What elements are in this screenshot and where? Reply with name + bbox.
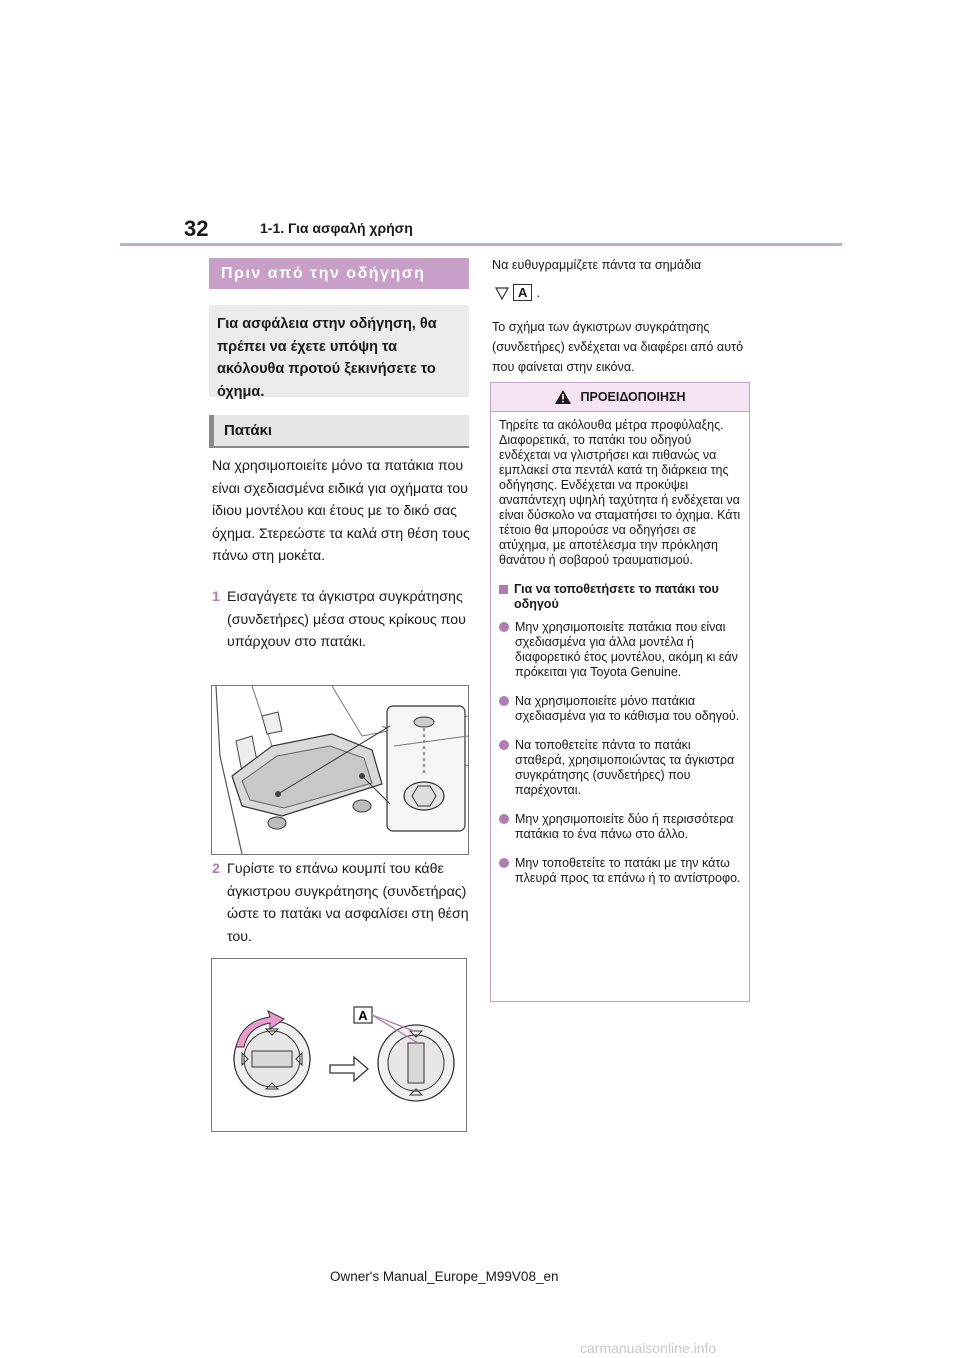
hook-rotation-illustration bbox=[211, 958, 467, 1132]
warning-intro: Τηρείτε τα ακόλουθα μέτρα προφύλαξης. Διαφορετικά, το πατάκι του οδηγού ενδέχεται να γλιστρήσει και πιθανώς να εμπλακεί στα πεντάλ κατά τη διάρκεια της οδήγησης. Ενδέχεται να προκύψει αναπάντεχη υψηλή ταχύτητα ή ενδέχεται να είναι δύσκολο να σταματήσει το όχημα. Κάτι τέτοιο θα μπορούσε να οδηγήσει σε ατύχημα, με αποτέλεσμα την πρόκληση θανάτου ή σοβαρού τραυματισμού. bbox=[499, 418, 741, 567]
warning-bullet bbox=[499, 856, 741, 886]
figure-label-a: A bbox=[358, 1008, 368, 1023]
section-title: 1-1. Για ασφαλή χρήση bbox=[260, 220, 413, 236]
footer-text: Owner's Manual_Europe_M99V08_en bbox=[330, 1269, 559, 1284]
warning-bullet bbox=[499, 620, 741, 680]
warning-header bbox=[491, 383, 749, 412]
step-number: 1 bbox=[212, 589, 220, 605]
bullet-text: Μην χρησιμοποιείτε δύο ή περισσότερα πατάκια το ένα πάνω στο άλλο. bbox=[515, 812, 734, 841]
align-period: . bbox=[536, 285, 541, 300]
subheading-mat: Πατάκι bbox=[209, 415, 469, 448]
step-text: Εισαγάγετε τα άγκιστρα συγκράτησης (συνδετήρες) μέσα στους κρίκους που υπάρχουν στο πατάκι. bbox=[227, 589, 466, 650]
step-2 bbox=[212, 858, 470, 948]
bullet-dot-icon bbox=[499, 622, 509, 632]
bullet-dot-icon bbox=[499, 858, 509, 868]
warning-bullet bbox=[499, 738, 741, 798]
page-number: 32 bbox=[184, 216, 209, 241]
bullet-dot-icon bbox=[499, 696, 509, 706]
label-a-box: A bbox=[513, 284, 532, 301]
align-symbols bbox=[495, 284, 540, 301]
step-1 bbox=[212, 586, 470, 654]
warning-box bbox=[490, 382, 750, 1002]
bullet-text: Μην χρησιμοποιείτε πατάκια που είναι σχεδιασμένα για άλλα μοντέλα ή διαφορετικό έτος μοντέλου, ακόμη κι εάν πρόκειται για Toyota Genuine. bbox=[515, 620, 738, 679]
floor-mat-illustration bbox=[211, 685, 469, 855]
bullet-dot-icon bbox=[499, 740, 509, 750]
bullet-dot-icon bbox=[499, 814, 509, 824]
bullet-text: Να τοποθετείτε πάντα το πατάκι σταθερά, χρησιμοποιώντας τα άγκιστρα συγκράτησης (συνδετήρες) που παρέχονται. bbox=[515, 738, 735, 797]
align-instruction: Να ευθυγραμμίζετε πάντα τα σημάδια bbox=[492, 258, 702, 272]
shape-note: Το σχήμα των άγκιστρων συγκράτησης (συνδετήρες) ενδέχεται να διαφέρει από αυτό που φαίνεται στην εικόνα. bbox=[492, 320, 744, 374]
warning-triangle-icon bbox=[554, 389, 572, 405]
bullet-text: Μην τοποθετείτε το πατάκι με την κάτω πλευρά προς τα επάνω ή το αντίστροφο. bbox=[515, 856, 741, 885]
warning-bullet bbox=[499, 812, 741, 842]
intro-box: Για ασφάλεια στην οδήγηση, θα πρέπει να έχετε υπόψη τα ακόλουθα προτού ξεκινήσετε το όχημα. bbox=[209, 305, 469, 397]
warning-subheading-text: Για να τοποθετήσετε το πατάκι του οδηγού bbox=[514, 582, 719, 611]
step-text: Γυρίστε το επάνω κουμπί του κάθε άγκιστρου συγκράτησης (συνδετήρας) ώστε το πατάκι να ασφαλίσει στη θέση του. bbox=[227, 861, 469, 945]
step-number: 2 bbox=[212, 861, 220, 877]
watermark: carmanualsonline.info bbox=[580, 1340, 717, 1356]
header-rule bbox=[120, 243, 842, 246]
warning-title: ΠΡΟΕΙΔΟΠΟΙΗΣΗ bbox=[580, 390, 686, 404]
warning-subheading bbox=[499, 582, 741, 612]
triangle-mark-icon bbox=[495, 286, 509, 300]
bullet-text: Να χρησιμοποιείτε μόνο πατάκια σχεδιασμένα για το κάθισμα του οδηγού. bbox=[515, 694, 740, 723]
warning-bullet bbox=[499, 694, 741, 724]
chapter-banner: Πριν από την οδήγηση bbox=[209, 258, 469, 289]
main-paragraph: Να χρησιμοποιείτε μόνο τα πατάκια που είναι σχεδιασμένα ειδικά για οχήματα του ίδιου μοντέλου και έτους με το δικό σας όχημα. Στερεώστε τα καλά στη θέση τους πάνω στη μοκέτα. bbox=[212, 458, 470, 564]
square-bullet-icon bbox=[499, 585, 508, 594]
